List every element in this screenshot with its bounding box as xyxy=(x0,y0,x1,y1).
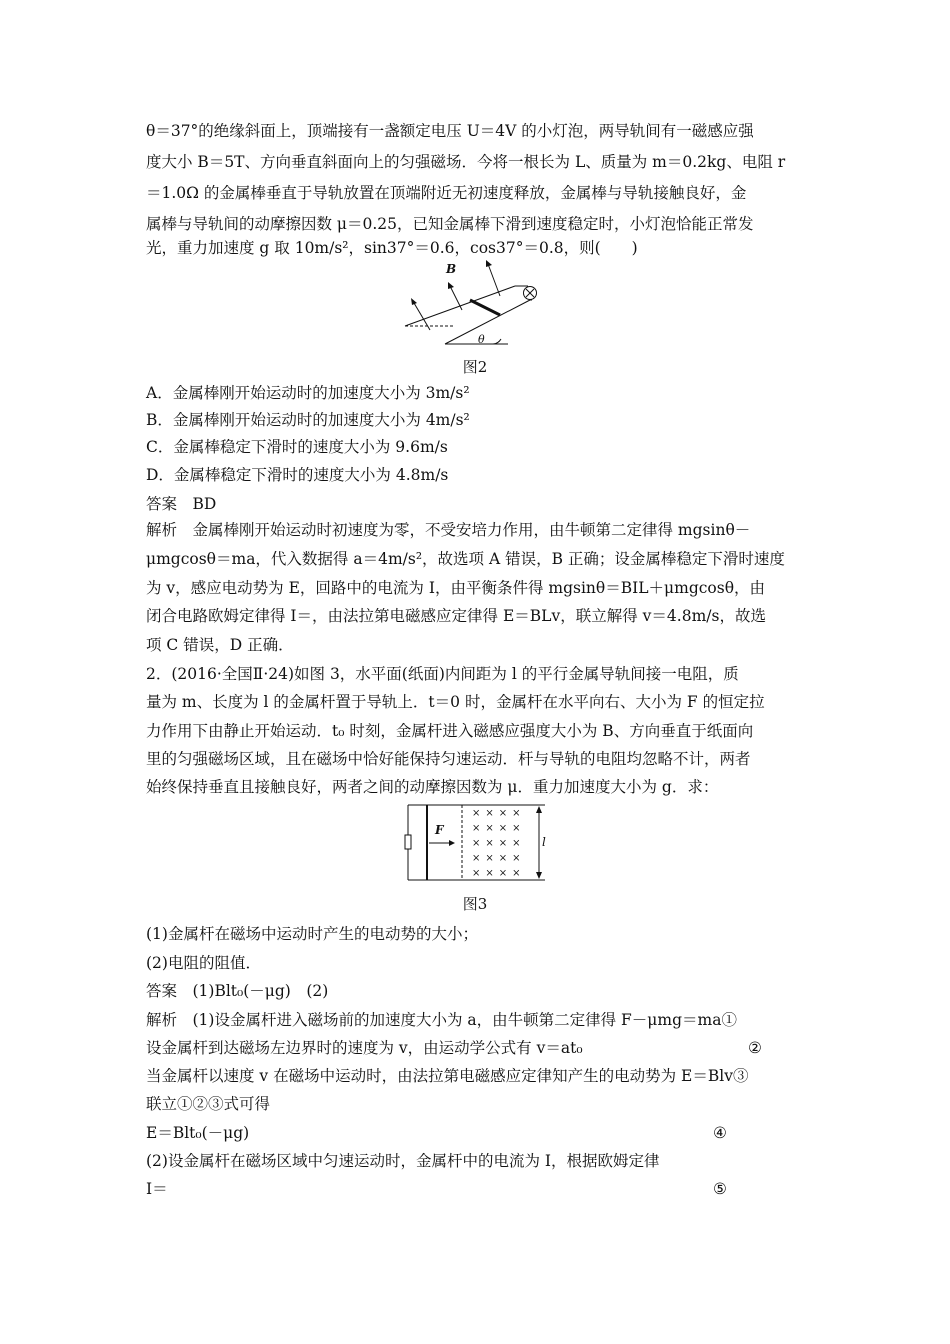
p2-analysis-line-5: E＝Blt₀(－μg) xyxy=(146,1124,250,1142)
field-cross: × xyxy=(512,853,526,864)
figure-3-field-crosses xyxy=(472,806,532,881)
field-cross: × xyxy=(485,838,499,849)
p2-stem-line-3: 力作用下由静止开始运动．t₀ 时刻，金属杆进入磁感应强度大小为 B、方向垂直于纸面向 xyxy=(146,722,754,740)
p2-stem-line-2: 量为 m、长度为 l 的金属杆置于导轨上．t＝0 时，金属杆在水平向右、大小为 F 的恒定拉 xyxy=(146,693,765,711)
p2-stem-line-1: 2．(2016·全国Ⅱ·24)如图 3，水平面(纸面)内间距为 l 的平行金属导轨间接一电阻，质 xyxy=(146,665,739,683)
p2-question-1: (1)金属杆在磁场中运动时产生的电动势的大小； xyxy=(146,925,478,943)
field-cross: × xyxy=(472,853,486,864)
field-cross: × xyxy=(472,808,486,819)
field-cross-row xyxy=(472,836,532,851)
field-cross: × xyxy=(512,838,526,849)
field-cross: × xyxy=(485,808,499,819)
p2-analysis-line-1: 解析 (1)设金属杆进入磁场前的加速度大小为 a，由牛顿第二定律得 F－μmg＝ma① xyxy=(146,1011,737,1029)
p2-analysis-line-7: I＝ xyxy=(146,1180,168,1198)
field-cross-row xyxy=(472,866,532,881)
field-cross: × xyxy=(498,868,513,879)
p2-analysis-line-6: (2)设金属杆在磁场区域中匀速运动时，金属杆中的电流为 I，根据欧姆定律 xyxy=(146,1152,660,1170)
field-cross: × xyxy=(472,868,486,879)
p1-stem-line-1: θ＝37°的绝缘斜面上，顶端接有一盏额定电压 U＝4V 的小灯泡，两导轨间有一磁感应强 xyxy=(146,122,754,140)
field-cross-row xyxy=(472,851,532,866)
figure-2-caption: 图2 xyxy=(462,358,488,376)
field-cross: × xyxy=(485,868,499,879)
figure-2-label-theta: θ xyxy=(478,333,485,346)
p2-analysis-line-3: 当金属杆以速度 v 在磁场中运动时，由法拉第电磁感应定律知产生的电动势为 E＝Blv③ xyxy=(146,1067,749,1085)
p1-stem-line-2: 度大小 B＝5T、方向垂直斜面向上的匀强磁场．今将一根长为 L、质量为 m＝0.2kg、电阻 r xyxy=(146,153,786,171)
figure-3-caption: 图3 xyxy=(462,895,488,913)
p2-stem-line-4: 里的匀强磁场区域，且在磁场中恰好能保持匀速运动．杆与导轨的电阻均忽略不计，两者 xyxy=(146,750,751,768)
p1-analysis-line-5: 项 C 错误，D 正确． xyxy=(146,636,294,654)
p1-analysis-line-4: 闭合电路欧姆定律得 I＝，由法拉第电磁感应定律得 E＝BLv，联立解得 v＝4.8m/s，故选 xyxy=(146,607,766,625)
field-cross: × xyxy=(512,868,526,879)
equation-marker-5: ⑤ xyxy=(713,1180,727,1198)
field-cross-row xyxy=(472,806,532,821)
p2-analysis-line-4: 联立①②③式可得 xyxy=(146,1095,271,1113)
field-cross: × xyxy=(512,808,526,819)
field-cross: × xyxy=(485,823,499,834)
p1-analysis-line-1: 解析 金属棒刚开始运动时初速度为零，不受安培力作用，由牛顿第二定律得 mgsinθ－ xyxy=(146,521,751,539)
p1-stem-line-5: 光，重力加速度 g 取 10m/s²，sin37°＝0.6，cos37°＝0.8，则( ) xyxy=(146,239,638,257)
p1-stem-line-4: 属棒与导轨间的动摩擦因数 μ＝0.25，已知金属棒下滑到速度稳定时，小灯泡恰能正常发 xyxy=(146,215,754,233)
option-a: A．金属棒刚开始运动时的加速度大小为 3m/s² xyxy=(146,384,470,402)
p2-stem-line-5: 始终保持垂直且接触良好，两者之间的动摩擦因数为 μ．重力加速度大小为 g．求： xyxy=(146,778,719,796)
equation-marker-4: ④ xyxy=(713,1124,727,1142)
field-cross: × xyxy=(498,808,513,819)
p2-question-2: (2)电阻的阻值． xyxy=(146,954,261,972)
field-cross: × xyxy=(498,838,513,849)
figure-2-label-b: B xyxy=(446,262,457,276)
figure-3-label-l: l xyxy=(542,835,546,849)
equation-marker-2: ② xyxy=(748,1039,762,1057)
field-cross-row xyxy=(472,821,532,836)
figure-3-label-f: F xyxy=(435,823,444,837)
field-cross: × xyxy=(498,823,513,834)
p2-analysis-line-2: 设金属杆到达磁场左边界时的速度为 v，由运动学公式有 v＝at₀ xyxy=(146,1039,583,1057)
figure-2-incline-diagram xyxy=(400,258,550,348)
option-d: D．金属棒稳定下滑时的速度大小为 4.8m/s xyxy=(146,466,449,484)
field-cross: × xyxy=(472,838,486,849)
option-b: B．金属棒刚开始运动时的加速度大小为 4m/s² xyxy=(146,411,470,429)
field-cross: × xyxy=(485,853,499,864)
option-c: C．金属棒稳定下滑时的速度大小为 9.6m/s xyxy=(146,438,448,456)
field-cross: × xyxy=(472,823,486,834)
p1-analysis-line-3: 为 v，感应电动势为 E，回路中的电流为 I，由平衡条件得 mgsinθ＝BIL＋μmgcosθ，由 xyxy=(146,579,766,597)
p1-analysis-line-2: μmgcosθ＝ma，代入数据得 a＝4m/s²，故选项 A 错误，B 正确；设金属棒稳定下滑时速度 xyxy=(146,550,785,568)
field-cross: × xyxy=(498,853,513,864)
field-cross: × xyxy=(512,823,526,834)
p1-stem-line-3: ＝1.0Ω 的金属棒垂直于导轨放置在顶端附近无初速度释放，金属棒与导轨接触良好，金 xyxy=(146,184,747,202)
p2-answer: 答案 (1)Blt₀(－μg) (2) xyxy=(146,982,329,1000)
p1-answer: 答案 BD xyxy=(146,495,217,513)
